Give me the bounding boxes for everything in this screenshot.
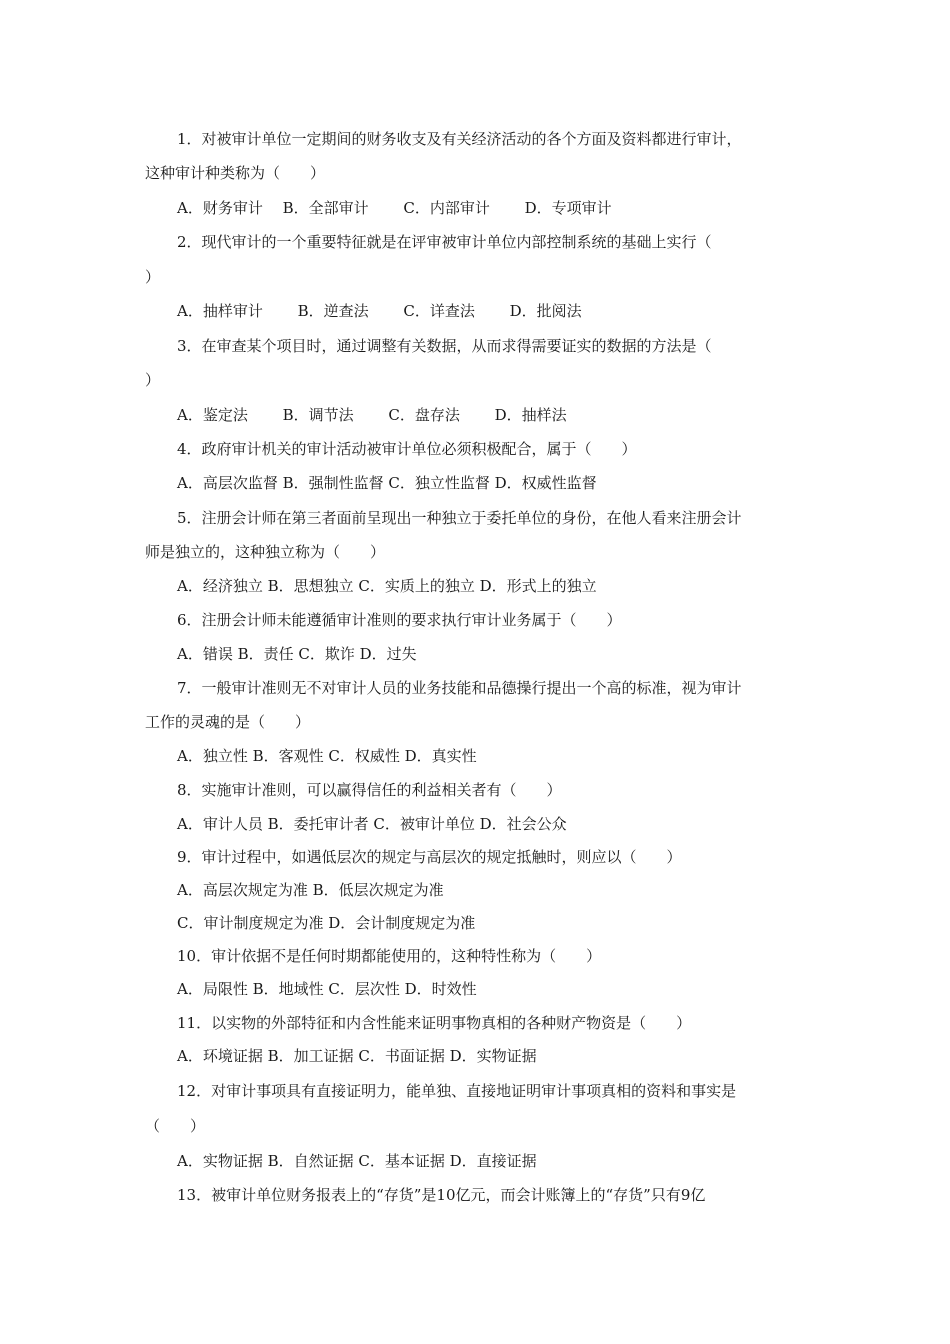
question-3-stem-cont: ） <box>145 371 161 389</box>
question-12-options: A．实物证据 B．自然证据 C．基本证据 D．直接证据 <box>177 1152 537 1170</box>
question-2-stem: 2．现代审计的一个重要特征就是在评审被审计单位内部控制系统的基础上实行（ <box>177 233 712 251</box>
question-8-options: A．审计人员 B．委托审计者 C．被审计单位 D．社会公众 <box>177 815 567 833</box>
question-7-options: A．独立性 B．客观性 C．权威性 D．真实性 <box>177 747 477 765</box>
question-4-stem: 4．政府审计机关的审计活动被审计单位必须积极配合，属于（ ） <box>177 440 637 458</box>
question-12-stem-cont: （ ） <box>145 1117 206 1135</box>
question-5-stem-cont: 师是独立的，这种独立称为（ ） <box>145 543 386 561</box>
question-6-options: A．错误 B．责任 C．欺诈 D．过失 <box>177 645 417 663</box>
question-7-stem: 7．一般审计准则无不对审计人员的业务技能和品德操行提出一个高的标准，视为审计 <box>177 679 742 697</box>
question-5-options: A．经济独立 B．思想独立 C．实质上的独立 D．形式上的独立 <box>177 577 597 595</box>
question-13-stem: 13．被审计单位财务报表上的“存货”是10亿元，而会计账簿上的“存货”只有9亿 <box>177 1186 706 1204</box>
question-6-stem: 6．注册会计师未能遵循审计准则的要求执行审计业务属于（ ） <box>177 611 622 629</box>
question-7-stem-cont: 工作的灵魂的是（ ） <box>145 713 311 731</box>
question-8-stem: 8．实施审计准则，可以赢得信任的利益相关者有（ ） <box>177 781 562 799</box>
question-3-options: A．鉴定法 B．调节法 C．盘存法 D．抽样法 <box>177 406 567 424</box>
question-12-stem: 12．对审计事项具有直接证明力，能单独、直接地证明审计事项真相的资料和事实是 <box>177 1082 737 1100</box>
question-9-options-ab: A．高层次规定为准 B．低层次规定为准 <box>177 881 444 899</box>
question-5-stem: 5．注册会计师在第三者面前呈现出一种独立于委托单位的身份，在他人看来注册会计 <box>177 509 742 527</box>
question-9-options-cd: C．审计制度规定为准 D．会计制度规定为准 <box>177 914 476 932</box>
question-11-options: A．环境证据 B．加工证据 C．书面证据 D．实物证据 <box>177 1047 537 1065</box>
question-3-stem: 3．在审查某个项目时，通过调整有关数据，从而求得需要证实的数据的方法是（ <box>177 337 712 355</box>
question-4-options: A．高层次监督 B．强制性监督 C．独立性监督 D．权威性监督 <box>177 474 597 492</box>
question-1-stem-cont: 这种审计种类称为（ ） <box>145 164 326 182</box>
question-2-options: A．抽样审计 B．逆查法 C．详查法 D．批阅法 <box>177 302 582 320</box>
question-9-stem: 9．审计过程中，如遇低层次的规定与高层次的规定抵触时，则应以（ ） <box>177 848 682 866</box>
question-11-stem: 11．以实物的外部特征和内含性能来证明事物真相的各种财产物资是（ ） <box>177 1014 692 1032</box>
question-1-options: A．财务审计 B．全部审计 C．内部审计 D．专项审计 <box>177 199 612 217</box>
question-1-stem: 1．对被审计单位一定期间的财务收支及有关经济活动的各个方面及资料都进行审计， <box>177 130 742 148</box>
question-10-options: A．局限性 B．地域性 C．层次性 D．时效性 <box>177 980 477 998</box>
question-10-stem: 10．审计依据不是任何时期都能使用的，这种特性称为（ ） <box>177 947 602 965</box>
question-2-stem-cont: ） <box>145 268 161 286</box>
